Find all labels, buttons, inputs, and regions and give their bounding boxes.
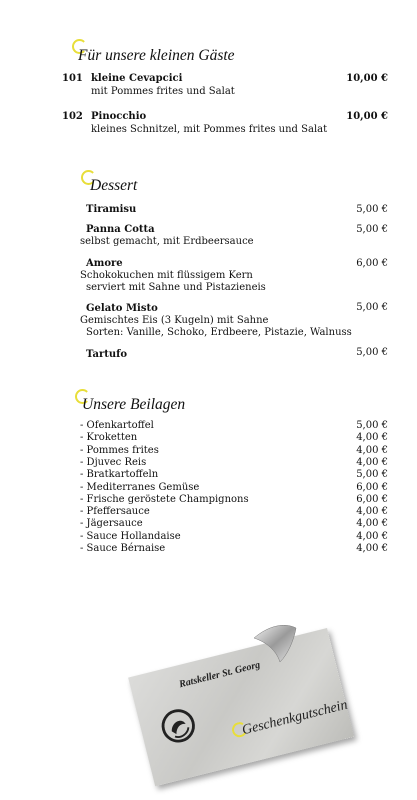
dessert-description: Gemischtes Eis (3 Kugeln) mit Sahne (80, 315, 269, 326)
side-item-name: - Bratkartoffeln (80, 469, 159, 481)
menu-item-name: kleine Cevapcici (91, 73, 183, 84)
side-item-price: 4,00 € (356, 518, 388, 530)
dessert-name: Gelato Misto (86, 303, 158, 314)
dessert-name: Tiramisu (86, 204, 137, 215)
side-item-price: 5,00 € (356, 420, 388, 431)
side-item-price: 4,00 € (356, 506, 388, 518)
side-item-name: - Jägersauce (80, 518, 143, 530)
side-item-name: - Pommes frites (80, 444, 159, 456)
side-item-price: 5,00 € (356, 469, 388, 481)
dessert-price: 6,00 € (356, 258, 388, 269)
menu-item-number: 101 (62, 73, 83, 84)
dessert-price: 5,00 € (356, 204, 388, 215)
gift-voucher-card (128, 628, 354, 786)
dessert-price: 5,00 € (356, 347, 388, 358)
dessert-description: serviert mit Sahne und Pistazieneis (86, 282, 266, 293)
dessert-description: Sorten: Vanille, Schoko, Erdbeere, Pistazie, Walnuss (86, 327, 352, 338)
dessert-section-title: Dessert (90, 177, 138, 194)
side-item-name: - Sauce Hollandaise (80, 530, 181, 542)
side-item-price: 4,00 € (356, 432, 388, 444)
dessert-price: 5,00 € (356, 224, 388, 235)
menu-item-price: 10,00 € (346, 111, 388, 122)
side-item-price: 6,00 € (356, 481, 388, 493)
menu-item-description: kleines Schnitzel, mit Pommes frites und Salat (91, 124, 328, 135)
side-item-name: - Djuvec Reis (80, 456, 147, 468)
dessert-description: selbst gemacht, mit Erdbeersauce (80, 236, 254, 247)
dessert-description: Schokokuchen mit flüssigem Kern (80, 270, 253, 281)
side-item-name: - Sauce Bérnaise (80, 543, 166, 554)
dessert-price: 5,00 € (356, 302, 388, 313)
voucher-restaurant-name: Ratskeller St. Georg (178, 659, 262, 691)
side-item-price: 6,00 € (356, 493, 388, 505)
side-item-price: 4,00 € (356, 543, 388, 554)
kids-section-title: Für unsere kleinen Gäste (78, 47, 235, 64)
side-item-name: - Mediterranes Gemüse (80, 481, 200, 493)
sides-section-title: Unsere Beilagen (82, 396, 186, 413)
menu-item-number: 102 (62, 111, 83, 122)
menu-item-price: 10,00 € (346, 73, 388, 84)
menu-item-name: Pinocchio (91, 111, 147, 122)
dessert-name: Tartufo (86, 349, 128, 360)
dessert-name: Amore (86, 258, 123, 269)
side-item-price: 4,00 € (356, 444, 388, 456)
side-item-name: - Ofenkartoffel (80, 420, 154, 431)
side-item-name: - Frische geröstete Champignons (80, 493, 249, 505)
menu-item-description: mit Pommes frites und Salat (91, 86, 235, 97)
side-item-price: 4,00 € (356, 530, 388, 542)
voucher-label: Geschenkgutschein (240, 697, 350, 739)
side-item-name: - Kroketten (80, 432, 138, 444)
side-item-name: - Pfeffersauce (80, 506, 150, 518)
dessert-name: Panna Cotta (86, 224, 155, 235)
page-curl-icon (250, 620, 300, 665)
side-item-price: 4,00 € (356, 456, 388, 468)
dragon-logo-icon (155, 703, 201, 749)
